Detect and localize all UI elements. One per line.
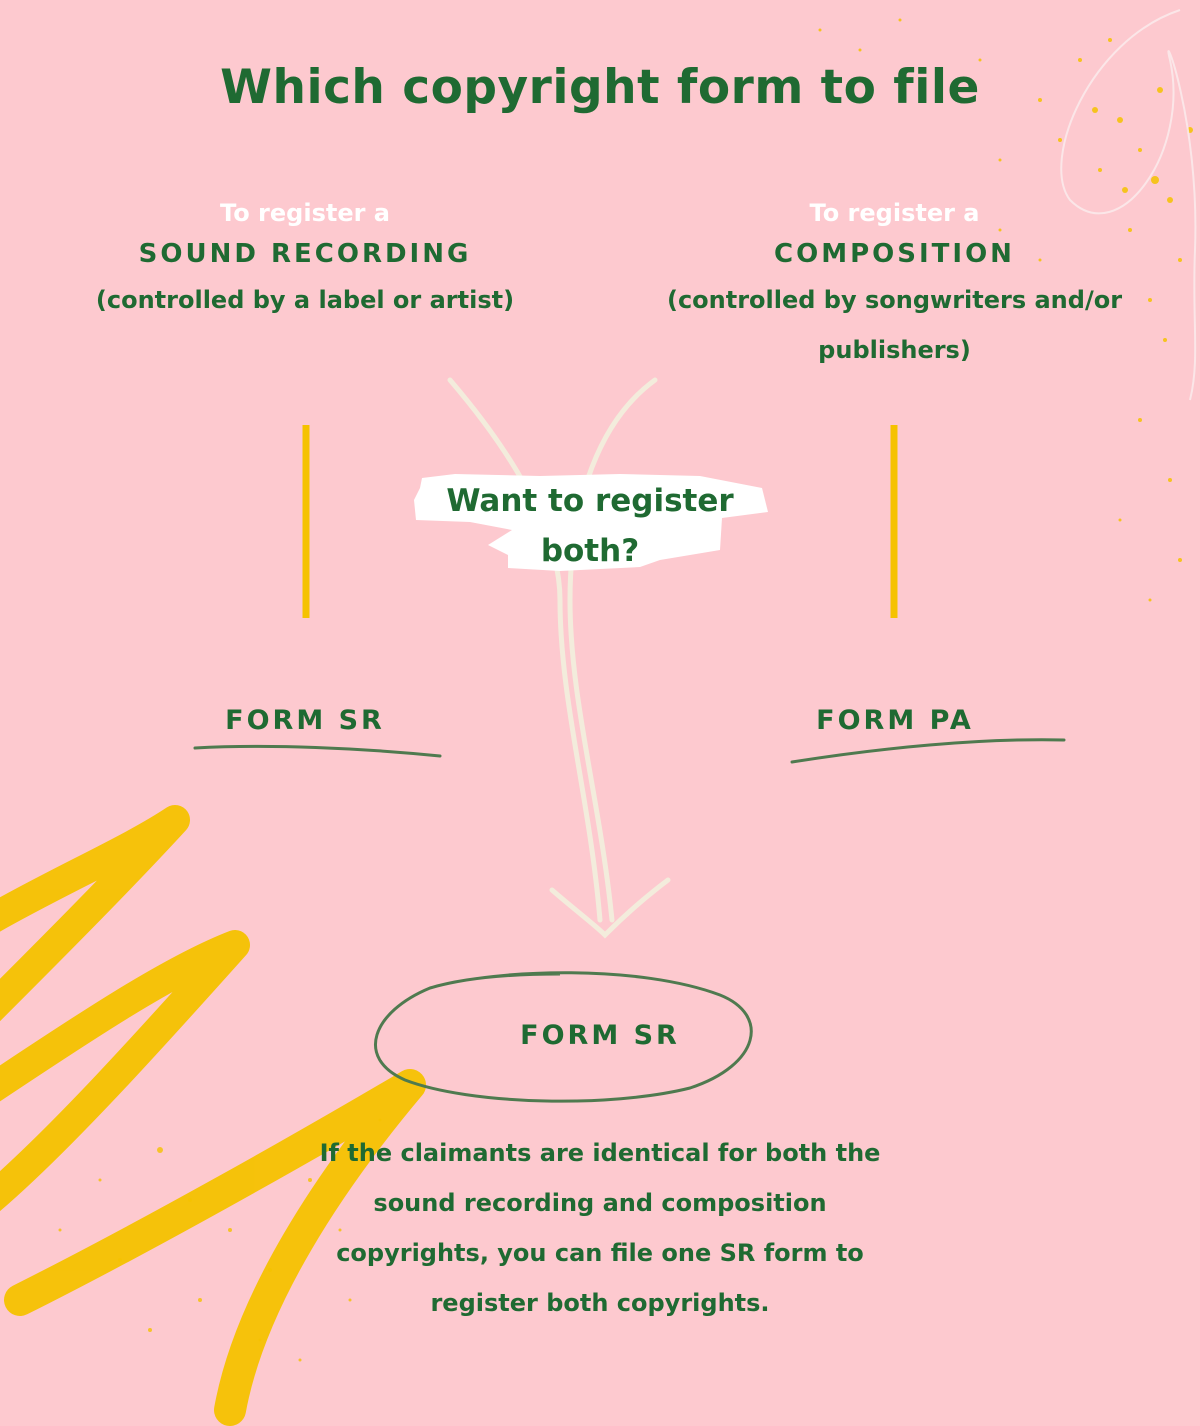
right-column-heading: COMPOSITION xyxy=(774,239,1015,269)
right-result-label: FORM PA xyxy=(816,705,974,736)
center-question: Want to register both? xyxy=(446,483,734,569)
right-column xyxy=(642,193,1147,375)
form-pa-underline xyxy=(792,740,1064,762)
page-title: Which copyright form to file xyxy=(220,60,980,115)
form-sr-underline xyxy=(195,746,440,756)
left-result-label: FORM SR xyxy=(225,705,385,736)
explanation-note: If the claimants are identical for both the sound recording and composition copyrights, you can file one SR form to register both copyrights. xyxy=(319,1139,881,1317)
left-column-detail: (controlled by a label or artist) xyxy=(95,286,515,314)
left-column-intro: To register a xyxy=(220,199,390,227)
right-column-detail: (controlled by songwriters and/or publishers) xyxy=(666,286,1123,364)
right-column-intro: To register a xyxy=(809,199,980,227)
left-column xyxy=(80,193,530,325)
left-column-heading: SOUND RECORDING xyxy=(138,239,472,269)
center-result-label: FORM SR xyxy=(520,1020,680,1051)
cream-arrow xyxy=(450,380,668,935)
